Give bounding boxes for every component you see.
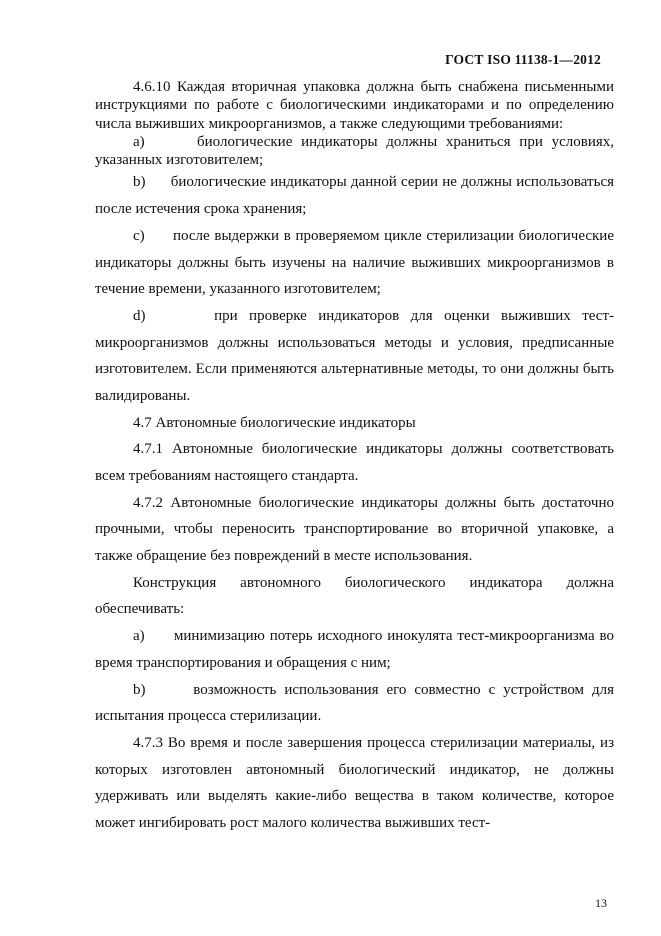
list-item-d: d) при проверке индикаторов для оценки выживших тест-микроорганизмов должны использоваться методы и условия, предписанные изготовителем. Если применяются альтернативные методы, то они должны быть валидированы. xyxy=(95,307,614,404)
list-item-a-2: a) минимизацию потерь исходного инокулята тест-микроорганизма во время транспортирования и обращения с ним; xyxy=(95,628,614,671)
paragraph-4-7-1: 4.7.1 Автономные биологические индикаторы должны соответствовать всем требованиям настоящего стандарта. xyxy=(95,441,614,485)
paragraph-4-6-10: 4.6.10 Каждая вторичная упаковка должна быть снабжена письменными инструкциями по работе с биологическими индикаторами и по определению числа выживших микроорганизмов, а также следующими требованиями: xyxy=(95,79,614,132)
paragraph-4-7-3: 4.7.3 Во время и после завершения процесса стерилизации материалы, из которых изготовлен автономный биологический индикатор, не должны удерживать или выделять какие-либо вещества в таком количестве, которое может ингибировать рост малого количества выживших тест- xyxy=(95,734,614,831)
list-item-b-2: b) возможность использования его совместно с устройством для испытания процесса стерилизации. xyxy=(95,681,614,725)
list-item-a: a) биологические индикаторы должны храниться при условиях, указанных изготовителем; xyxy=(95,133,614,169)
section-heading-4-7: 4.7 Автономные биологические индикаторы xyxy=(133,414,416,431)
paragraph-4-7-2: 4.7.2 Автономные биологические индикаторы должны быть достаточно прочными, чтобы переносить транспортирование во вторичной упаковке, а также обращение без повреждений в месте использования. xyxy=(95,494,614,565)
list-item-c: c) после выдержки в проверяемом цикле стерилизации биологические индикаторы должны быть изучены на наличие выживших микроорганизмов в течение времени, указанного изготовителем; xyxy=(95,227,614,298)
document-header: ГОСТ ISO 11138-1—2012 xyxy=(445,52,601,67)
paragraph-construction: Конструкция автономного биологического индикатора должна обеспечивать: xyxy=(95,574,614,618)
list-item-b: b) биологические индикаторы данной серии не должны использоваться после истечения срока хранения; xyxy=(95,174,614,218)
page-number: 13 xyxy=(595,896,607,910)
document-body xyxy=(95,78,614,837)
